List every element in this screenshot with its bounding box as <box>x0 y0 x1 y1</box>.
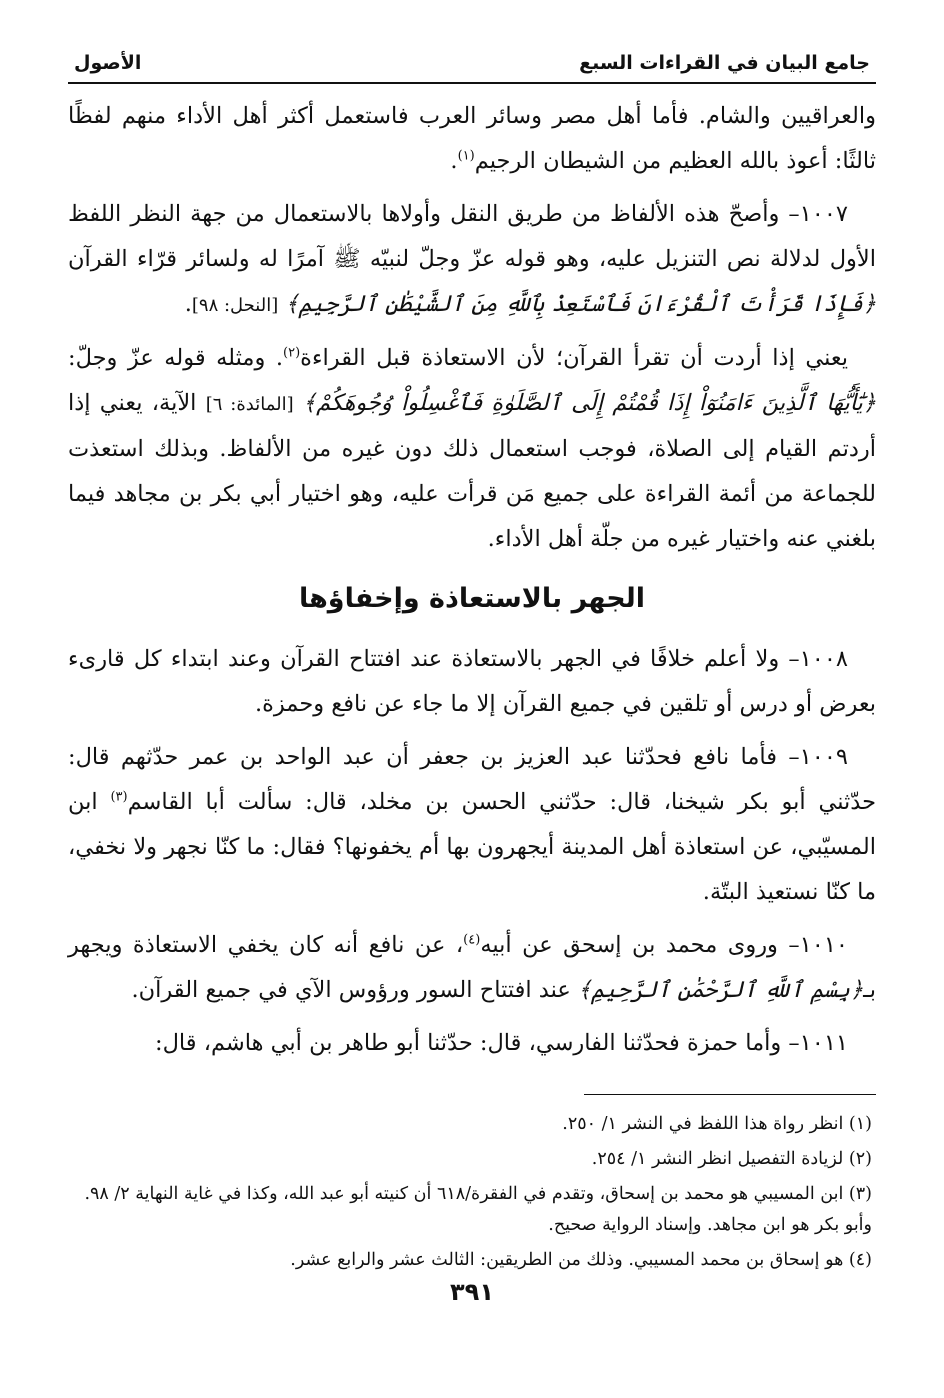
paragraph-text: يعني إذا أردت أن تقرأ القرآن؛ لأن الاستعاذة قبل القراءة <box>300 345 848 371</box>
paragraph-text: ولا أعلم خلافًا في الجهر بالاستعاذة عند افتتاح القرآن وعند ابتداء كل قارىء بعرض أو درس أو تلقين في جميع القرآن إلا ما جاء عن نافع وحمزة. <box>68 646 876 717</box>
paragraph-tail: عند افتتاح السور ورؤوس الآي في جميع القرآن. <box>131 977 578 1003</box>
footnote-marker[interactable]: (٤) <box>463 932 481 948</box>
paragraph-text: وأما حمزة فحدّثنا الفارسي، قال: حدّثنا أبو طاهر بن أبي هاشم، قال: <box>155 1030 782 1056</box>
footnote-divider <box>584 1094 876 1095</box>
paragraph-text: وروى محمد بن إسحق عن أبيه <box>480 932 778 958</box>
book-title: جامع البيان في القراءات السبع <box>579 52 870 74</box>
paragraph-text: والعراقيين والشام. فأما أهل مصر وسائر العرب فاستعمل أكثر أهل الأداء منهم لفظًا ثالثًا: أعوذ بالله العظيم من الشيطان الرجيم <box>68 103 876 174</box>
running-head <box>68 52 876 84</box>
footnotes <box>68 1109 876 1276</box>
section-name: الأصول <box>74 52 142 74</box>
footnote-marker[interactable]: (٣) <box>110 789 128 805</box>
paragraph <box>68 94 876 184</box>
verse-reference: [النحل: ٩٨] <box>191 295 279 316</box>
footnote: (١) انظر رواة هذا اللفظ في النشر ١/ ٢٥٠. <box>562 1114 872 1134</box>
paragraph-number: ١٠٠٧– <box>788 201 849 227</box>
footnote-marker[interactable]: (٢) <box>283 345 301 361</box>
paragraph-tail: . <box>184 291 192 317</box>
paragraph-text: فأما نافع فحدّثنا عبد العزيز بن جعفر أن عبد الواحد بن عمر حدّثهم قال: حدّثني أبو بكر شيخنا، قال: حدّثني الحسن بن مخلد، قال: سألت أبا القاسم <box>68 744 877 815</box>
paragraph-text: وأصحّ هذه الألفاظ من طريق النقل وأولاها بالاستعمال من جهة النظر اللفظ الأول لدلالة نص التنزيل عليه، وهو قوله عزّ وجلّ لنبيّه ﷺ آمرًا له ولسائر قرّاء القرآن <box>68 201 876 272</box>
paragraph <box>68 192 876 328</box>
paragraph-number: ١٠١١– <box>788 1030 848 1056</box>
verse-reference: [المائدة: ٦] <box>205 394 294 415</box>
paragraph-number: ١٠٠٨– <box>788 646 849 672</box>
paragraph <box>68 1021 876 1066</box>
section-title: الجهر بالاستعاذة وإخفاؤها <box>298 583 646 614</box>
paragraph-text: . ومثله قوله عزّ وجلّ: <box>68 345 284 371</box>
quran-verse: ﴿يَٰٓأَيُّهَا ٱلَّذِينَ ءَامَنُوٓاْ إِذَا قُمْتُمْ إِلَى ٱلصَّلَوٰةِ فَٱغْسِلُواْ وُجُوهَكُمْ﴾ <box>302 390 877 416</box>
paragraph-tail: . <box>450 148 458 174</box>
paragraph <box>68 923 876 1013</box>
quran-verse: ﴿فَإِذَا قَرَأْتَ ٱلْقُرْءَانَ فَٱسْتَعِذْ بِٱللَّهِ مِنَ ٱلشَّيْطَٰنِ ٱلرَّجِيمِ﴾ <box>285 291 876 317</box>
paragraph <box>68 336 876 562</box>
footnote: (٢) لزيادة التفصيل انظر النشر ١/ ٢٥٤. <box>591 1149 872 1169</box>
footnote: (٣) ابن المسيبي هو محمد بن إسحاق، وتقدم في الفقرة/٦١٨ أن كنيته أبو عبد الله، وكذا في غاية النهاية ٢/ ٩٨. وأبو بكر هو ابن مجاهد. وإسناد الرواية صحيح. <box>84 1184 872 1235</box>
quran-verse: ﴿بِسْمِ ٱللَّهِ ٱلرَّحْمَٰنِ ٱلرَّحِيمِ﴾ <box>578 977 864 1003</box>
footnote: (٤) هو إسحاق بن محمد المسيبي. وذلك من الطريقين: الثالث عشر والرابع عشر. <box>290 1250 872 1270</box>
paragraph-text: ، عن نافع أنه كان يخفي الاستعاذة ويجهر بـ <box>68 932 876 1003</box>
page-number: ٣٩١ <box>450 1278 494 1306</box>
footnote-marker[interactable]: (١) <box>457 148 475 164</box>
body-text <box>68 94 876 1066</box>
paragraph-number: ١٠١٠– <box>788 932 848 958</box>
page <box>68 52 876 1398</box>
paragraph <box>68 735 876 915</box>
paragraph-text: ابن المسيّبي، عن استعاذة أهل المدينة أيجهرون بها أم يخفونها؟ فقال: ما كنّا نجهر ولا نخفي، ما كنّا نستعيذ البتّة. <box>68 789 876 905</box>
paragraph <box>68 637 876 727</box>
paragraph-tail: الآية، يعني إذا أردتم القيام إلى الصلاة، فوجب استعمال ذلك دون غيره من الألفاظ. وبذلك استعذت للجماعة من أئمة القراءة على جميع مَن قرأت عليه، وهو اختيار أبي بكر بن مجاهد فيما بلغني عنه واختيار غيره من جلّة أهل الأداء. <box>68 390 876 552</box>
paragraph-number: ١٠٠٩– <box>788 744 848 770</box>
